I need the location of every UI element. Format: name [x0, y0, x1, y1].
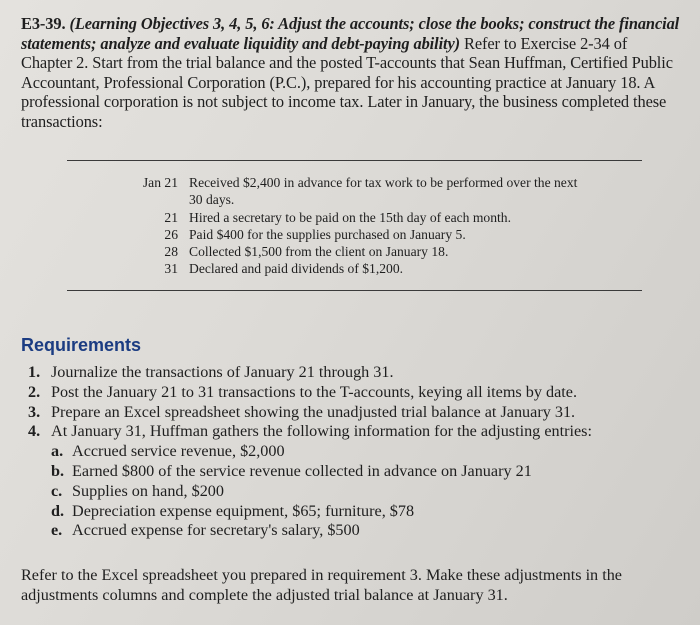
subitem-letter: c.	[51, 481, 63, 500]
requirement-item	[28, 422, 688, 442]
transaction-description: Declared and paid dividends of $1,200.	[189, 261, 404, 277]
adjustment-subitem	[28, 442, 688, 462]
subitem-letter: b.	[51, 461, 65, 480]
transaction-row	[120, 174, 590, 209]
subitem-letter: a.	[51, 442, 64, 461]
transaction-row	[120, 209, 590, 226]
requirement-text: At January 31, Huffman gathers the following information for the adjusting entries:	[51, 422, 592, 441]
requirement-text: Prepare an Excel spreadsheet showing the unadjusted trial balance at January 31.	[51, 402, 576, 421]
transaction-date: 21	[164, 209, 178, 225]
requirements-list	[28, 363, 688, 541]
requirement-text: Post the January 21 to 31 transactions to the T-accounts, keying all items by date.	[51, 382, 577, 401]
requirement-number: 2.	[28, 382, 41, 401]
requirement-text: Journalize the transactions of January 21 through 31.	[51, 363, 394, 381]
subitem-letter: d.	[51, 501, 65, 520]
transaction-date: 31	[164, 261, 178, 277]
subitem-text: Supplies on hand, $200	[72, 481, 224, 500]
transaction-row	[120, 226, 590, 243]
adjustment-subitem	[28, 462, 688, 482]
transaction-description: Hired a secretary to be paid on the 15th day of each month.	[189, 209, 511, 225]
requirement-number: 3.	[28, 402, 41, 421]
transaction-date: 28	[164, 244, 178, 260]
adjustment-subitem	[28, 521, 688, 541]
subitem-text: Depreciation expense equipment, $65; furniture, $78	[72, 501, 415, 520]
exercise-body: Refer to Exercise 2-34 of Chapter 2. Start from the trial balance and the posted T-accounts that Sean Huffman, Certified Public Accountant, Professional Corporation (P.C.), prepared for his accounting practice at January 18. A professional corporation is not subject to income tax. Later in January, the business completed these transactions:	[21, 33, 673, 131]
requirement-item	[28, 403, 688, 423]
adjustment-subitem	[28, 502, 688, 522]
requirements-heading: Requirements	[21, 335, 142, 355]
transaction-description: Received $2,400 in advance for tax work to be performed over the next 30 days.	[189, 175, 578, 208]
table-top-rule	[67, 160, 642, 161]
subitem-text: Accrued service revenue, $2,000	[72, 442, 285, 461]
subitem-letter: e.	[51, 521, 63, 540]
transaction-date: Jan 21	[142, 175, 178, 190]
learning-objectives: (Learning Objectives 3, 4, 5, 6: Adjust the accounts; close the books; construct the financial statements; analyze and evaluate liquidity and debt-paying ability)	[21, 14, 680, 53]
transaction-description: Paid $400 for the supplies purchased on January 5.	[189, 226, 466, 242]
subitem-text: Accrued expense for secretary's salary, $500	[72, 521, 360, 540]
transaction-date: 26	[164, 226, 178, 242]
exercise-number: E3-39.	[21, 14, 66, 33]
table-bottom-rule	[67, 290, 642, 291]
requirement-item	[28, 383, 688, 403]
transaction-description: Collected $1,500 from the client on January 18.	[189, 244, 449, 260]
transactions-table	[120, 174, 590, 278]
transaction-row	[120, 243, 590, 260]
transaction-row	[120, 260, 590, 277]
exercise-intro	[21, 14, 681, 132]
subitem-text: Earned $800 of the service revenue collected in advance on January 21	[72, 461, 532, 480]
closing-instruction: Refer to the Excel spreadsheet you prepared in requirement 3. Make these adjustments in the adjustments columns and complete the adjusted trial balance at January 31.	[21, 566, 622, 604]
adjustment-subitem	[28, 482, 688, 502]
requirement-item	[28, 363, 688, 383]
requirement-number: 4.	[28, 422, 41, 441]
requirement-number: 1.	[28, 363, 41, 381]
